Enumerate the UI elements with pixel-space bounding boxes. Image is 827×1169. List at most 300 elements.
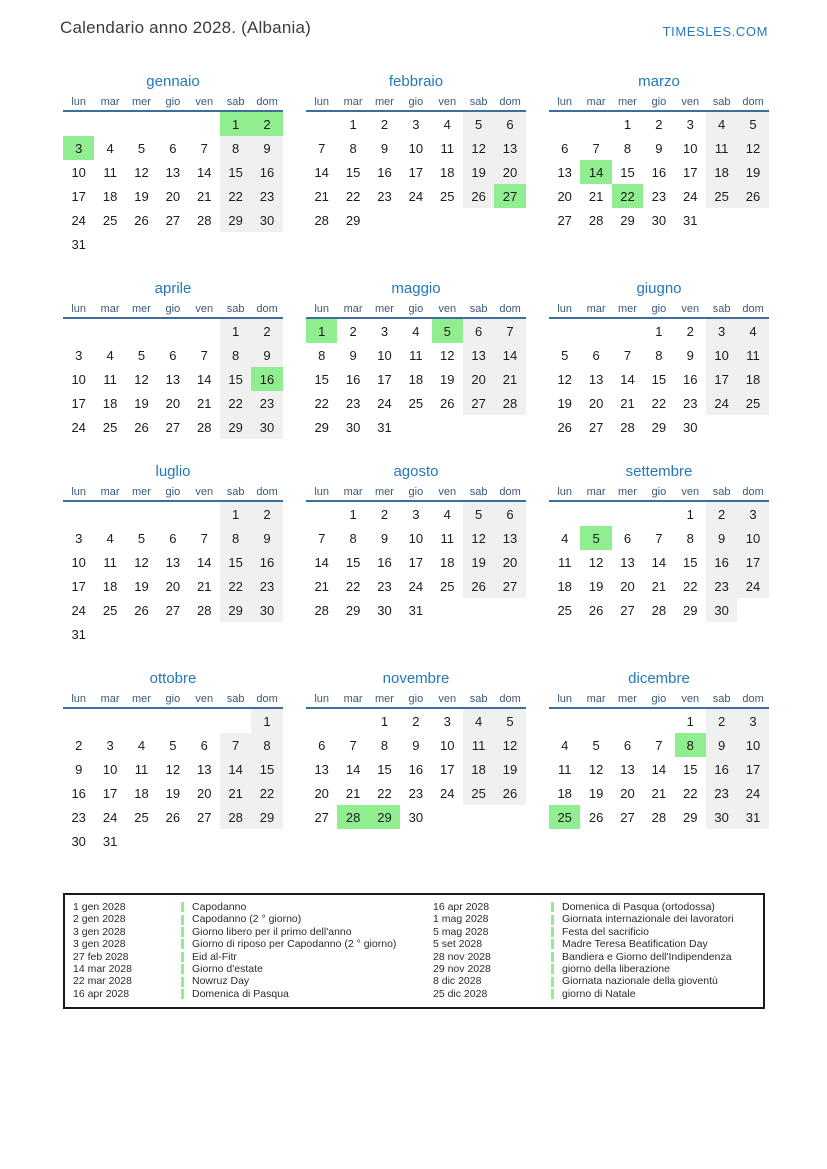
day-cell: 7	[318, 140, 326, 156]
day-cell: 31	[71, 236, 86, 252]
day-cell: 17	[102, 785, 118, 801]
weekday-header	[306, 96, 526, 112]
holiday-date: 3 gen 2028	[73, 925, 126, 938]
holiday-name: Festa del sacrificio	[562, 925, 649, 938]
day-cell	[369, 208, 400, 232]
day-cell: 3	[706, 319, 737, 343]
day-cell	[126, 319, 157, 343]
weekday-label: ven	[195, 96, 214, 108]
day-cell	[220, 232, 251, 256]
day-cell	[189, 232, 220, 256]
day-cell	[126, 112, 157, 136]
day-cell: 26	[134, 602, 149, 618]
day-cell: 25	[408, 395, 424, 411]
day-cell: 22	[220, 574, 251, 598]
weekday-label: mar	[586, 693, 606, 705]
day-cell: 14	[314, 554, 329, 570]
month-title: novembre	[382, 670, 450, 687]
holiday-name: Eid al-Fitr	[192, 950, 237, 963]
holiday-name: Giornata internazionale dei lavoratori	[562, 913, 734, 926]
day-cell: 27	[588, 419, 604, 435]
week-row	[63, 112, 283, 136]
day-cell	[63, 319, 94, 343]
week-row	[306, 781, 526, 805]
week-row	[549, 112, 769, 136]
month-agosto	[306, 463, 526, 622]
day-cell: 31	[71, 626, 86, 642]
day-cell	[157, 319, 188, 343]
weekday-label: sab	[469, 303, 488, 315]
day-cell: 7	[623, 347, 632, 363]
day-cell: 6	[494, 112, 525, 136]
day-cell: 10	[408, 530, 424, 546]
day-cell	[432, 805, 463, 829]
week-row	[549, 343, 769, 367]
day-cell: 11	[134, 761, 149, 777]
day-cell: 17	[377, 371, 392, 387]
day-cell	[94, 709, 125, 733]
day-cell: 15	[377, 761, 392, 777]
holiday-name: Nowruz Day	[192, 975, 250, 988]
day-cell: 6	[592, 347, 600, 363]
day-cell: 29	[683, 809, 698, 825]
week-row	[306, 502, 526, 526]
day-cell: 4	[737, 319, 768, 343]
month-title: gennaio	[146, 73, 200, 90]
day-cell: 4	[561, 530, 569, 546]
week-row	[549, 184, 769, 208]
holiday-name: Domenica di Pasqua (ortodossa)	[562, 901, 715, 913]
month-title: maggio	[391, 280, 441, 297]
day-cell: 8	[318, 347, 326, 363]
holiday-entry	[551, 926, 755, 938]
day-cell: 10	[737, 733, 768, 757]
day-cell: 26	[588, 809, 604, 825]
week-row	[549, 598, 769, 622]
day-cell: 12	[463, 136, 494, 160]
week-row	[63, 319, 283, 343]
holiday-marker-bar	[551, 939, 554, 949]
holiday-entry	[181, 938, 433, 950]
day-cell	[643, 709, 674, 733]
day-cell: 9	[412, 737, 420, 753]
day-cell: 17	[408, 164, 424, 180]
week-row	[549, 415, 769, 439]
day-cell: 19	[588, 578, 604, 594]
day-cell: 25	[102, 212, 118, 228]
weekday-label: ven	[681, 96, 700, 108]
day-cell: 22	[345, 188, 361, 204]
day-cell: 16	[251, 367, 282, 391]
day-cell: 24	[408, 578, 424, 594]
day-cell: 13	[314, 761, 329, 777]
week-row	[549, 208, 769, 232]
day-cell: 16	[251, 160, 282, 184]
day-cell: 18	[737, 367, 768, 391]
day-cell: 5	[494, 709, 525, 733]
holiday-date: 5 mag 2028	[433, 925, 489, 938]
day-cell	[494, 208, 525, 232]
day-cell: 11	[409, 347, 423, 363]
holiday-legend	[63, 893, 765, 1009]
month-settembre	[549, 463, 769, 622]
day-cell: 17	[706, 367, 737, 391]
day-cell	[612, 709, 643, 733]
week-row	[306, 550, 526, 574]
page-title: Calendario anno 2028. (Albania)	[60, 18, 311, 37]
holiday-date: 2 gen 2028	[73, 913, 126, 926]
month-title: giugno	[636, 280, 682, 297]
day-cell: 16	[706, 757, 737, 781]
day-cell: 22	[251, 781, 282, 805]
day-cell: 2	[686, 323, 694, 339]
day-cell: 20	[494, 550, 525, 574]
weekday-label: sab	[226, 486, 245, 498]
day-cell: 17	[71, 578, 86, 594]
week-row	[306, 415, 526, 439]
day-cell	[737, 208, 768, 232]
day-cell: 14	[620, 371, 635, 387]
day-cell: 19	[588, 785, 604, 801]
day-cell	[220, 829, 251, 853]
day-cell	[580, 709, 611, 733]
holiday-date: 27 feb 2028	[73, 950, 129, 963]
day-cell: 28	[197, 419, 212, 435]
weekday-label: dom	[256, 96, 278, 108]
day-cell: 21	[651, 785, 667, 801]
day-cell: 26	[494, 781, 525, 805]
day-cell: 26	[737, 184, 768, 208]
weekday-label: mar	[100, 96, 120, 108]
weekday-label: mar	[586, 96, 606, 108]
day-cell: 15	[314, 371, 329, 387]
day-cell: 24	[683, 188, 698, 204]
holiday-date: 16 apr 2028	[433, 901, 490, 913]
day-cell: 12	[588, 554, 604, 570]
day-cell: 7	[349, 737, 357, 753]
holiday-marker-bar	[181, 964, 184, 974]
weekday-label: sab	[712, 693, 731, 705]
holiday-entry	[181, 963, 433, 975]
weekday-label: lun	[314, 486, 330, 498]
weekday-header	[549, 96, 769, 112]
day-cell: 6	[318, 737, 326, 753]
week-row	[63, 160, 283, 184]
day-cell: 26	[134, 212, 149, 228]
day-cell: 4	[106, 347, 114, 363]
day-cell: 30	[345, 419, 361, 435]
day-cell: 2	[706, 502, 737, 526]
day-cell: 15	[345, 164, 361, 180]
day-cell: 9	[686, 347, 694, 363]
weekday-label: dom	[499, 486, 521, 498]
week-row	[549, 757, 769, 781]
week-row	[549, 733, 769, 757]
weekday-label: gio	[165, 486, 181, 498]
holiday-date: 5 set 2028	[433, 938, 483, 951]
day-cell: 28	[651, 602, 667, 618]
day-cell: 18	[440, 164, 455, 180]
day-cell	[737, 415, 768, 439]
week-row	[63, 208, 283, 232]
day-cell: 24	[71, 419, 86, 435]
day-cell: 25	[557, 602, 572, 618]
day-cell: 18	[557, 578, 572, 594]
day-cell	[463, 415, 494, 439]
day-cell: 15	[220, 367, 251, 391]
weekday-header	[549, 693, 769, 709]
holiday-marker-bar	[181, 915, 184, 925]
weekday-label: lun	[557, 303, 573, 315]
day-cell: 25	[440, 578, 455, 594]
day-cell: 21	[314, 188, 329, 204]
day-cell	[643, 502, 674, 526]
day-cell: 13	[494, 526, 525, 550]
week-row	[63, 733, 283, 757]
day-cell: 19	[165, 785, 181, 801]
day-cell: 27	[620, 602, 635, 618]
weekday-label: mer	[375, 96, 394, 108]
day-cell: 5	[432, 319, 463, 343]
week-row	[549, 160, 769, 184]
week-row	[549, 550, 769, 574]
day-cell: 23	[251, 184, 282, 208]
day-cell: 9	[349, 347, 357, 363]
day-cell	[157, 232, 188, 256]
week-row	[63, 550, 283, 574]
day-cell: 24	[71, 602, 86, 618]
day-cell: 10	[408, 140, 424, 156]
day-cell	[549, 319, 580, 343]
day-cell	[494, 598, 525, 622]
week-row	[549, 805, 769, 829]
day-cell: 29	[220, 208, 251, 232]
day-cell	[63, 112, 94, 136]
day-cell: 1	[380, 713, 389, 729]
month-maggio	[306, 280, 526, 439]
day-cell: 8	[220, 343, 251, 367]
day-cell: 16	[377, 554, 392, 570]
month-dicembre	[549, 670, 769, 829]
day-cell: 22	[683, 578, 698, 594]
day-cell: 1	[349, 116, 357, 132]
weekday-label: mar	[343, 303, 363, 315]
week-row	[63, 757, 283, 781]
day-cell: 10	[737, 526, 768, 550]
day-cell: 19	[134, 188, 149, 204]
day-cell: 4	[561, 737, 569, 753]
weekday-label: ven	[438, 693, 457, 705]
day-cell	[549, 709, 580, 733]
holiday-entry	[181, 988, 433, 1000]
day-cell: 10	[440, 737, 455, 753]
day-cell: 9	[706, 526, 737, 550]
day-cell: 24	[706, 391, 737, 415]
day-cell: 18	[102, 395, 118, 411]
day-cell: 3	[412, 506, 420, 522]
day-cell	[189, 829, 220, 853]
day-cell	[220, 622, 251, 646]
holiday-name: Giorno d'estate	[192, 963, 263, 976]
weekday-label: sab	[226, 303, 245, 315]
day-cell	[549, 502, 580, 526]
weekday-label: lun	[314, 693, 330, 705]
week-row	[306, 136, 526, 160]
week-row	[63, 343, 283, 367]
day-cell	[126, 502, 157, 526]
day-cell	[220, 709, 251, 733]
day-cell: 23	[71, 809, 86, 825]
day-cell: 28	[197, 212, 212, 228]
day-cell: 25	[102, 602, 118, 618]
day-cell: 10	[706, 343, 737, 367]
month-title: luglio	[155, 463, 191, 480]
month-gennaio	[63, 73, 283, 256]
week-row	[63, 136, 283, 160]
weekday-label: mer	[132, 693, 151, 705]
day-cell	[612, 319, 643, 343]
day-cell: 15	[345, 554, 361, 570]
day-cell: 2	[380, 506, 389, 522]
day-cell: 9	[251, 343, 282, 367]
day-cell: 6	[623, 737, 632, 753]
holiday-legend-grid	[73, 901, 755, 1000]
day-cell: 25	[549, 805, 580, 829]
day-cell: 30	[408, 809, 424, 825]
week-row	[549, 367, 769, 391]
day-cell	[549, 112, 580, 136]
day-cell: 5	[137, 347, 146, 363]
day-cell: 5	[737, 112, 768, 136]
day-cell: 27	[165, 602, 181, 618]
weekday-label: mer	[132, 96, 151, 108]
day-cell: 22	[220, 391, 251, 415]
day-cell: 10	[71, 371, 86, 387]
day-cell	[306, 709, 337, 733]
week-row	[549, 526, 769, 550]
weekday-header	[306, 303, 526, 319]
weekday-label: mar	[100, 693, 120, 705]
day-cell: 25	[134, 809, 149, 825]
holiday-marker-bar	[551, 902, 554, 912]
week-row	[63, 502, 283, 526]
day-cell	[94, 232, 125, 256]
day-cell: 12	[134, 554, 149, 570]
day-cell: 19	[494, 757, 525, 781]
day-cell: 9	[251, 136, 282, 160]
day-cell: 13	[165, 164, 181, 180]
day-cell: 7	[200, 530, 208, 546]
day-cell: 16	[251, 550, 282, 574]
day-cell: 21	[197, 188, 212, 204]
day-cell: 4	[443, 506, 451, 522]
day-cell: 11	[557, 761, 572, 777]
day-cell: 2	[706, 709, 737, 733]
week-row	[63, 598, 283, 622]
weekday-label: gio	[165, 693, 181, 705]
holiday-marker-bar	[181, 977, 184, 987]
weekday-label: sab	[469, 693, 488, 705]
day-cell	[189, 319, 220, 343]
day-cell: 18	[557, 785, 572, 801]
day-cell	[306, 112, 337, 136]
day-cell: 7	[592, 140, 600, 156]
day-cell: 30	[71, 833, 86, 849]
day-cell	[251, 829, 282, 853]
day-cell: 1	[306, 319, 337, 343]
day-cell: 23	[251, 391, 282, 415]
brand-link[interactable]: TIMESLES.COM	[662, 24, 768, 39]
day-cell: 13	[620, 761, 635, 777]
weekday-label: dom	[742, 96, 764, 108]
week-row	[63, 805, 283, 829]
day-cell: 1	[655, 323, 663, 339]
day-cell	[706, 208, 737, 232]
day-cell: 7	[494, 319, 525, 343]
day-cell: 6	[463, 319, 494, 343]
day-cell: 17	[440, 761, 455, 777]
day-cell: 3	[63, 136, 94, 160]
holiday-entry	[551, 988, 755, 1000]
day-cell: 28	[620, 419, 635, 435]
day-cell: 8	[623, 140, 632, 156]
day-cell: 2	[380, 116, 389, 132]
day-cell: 7	[220, 733, 251, 757]
weekday-label: mar	[100, 303, 120, 315]
day-cell	[94, 622, 125, 646]
day-cell: 8	[220, 136, 251, 160]
weekday-label: sab	[712, 303, 731, 315]
weekday-label: mar	[343, 693, 363, 705]
weekday-label: sab	[469, 486, 488, 498]
day-cell: 23	[251, 574, 282, 598]
weekday-label: ven	[438, 96, 457, 108]
day-cell: 9	[251, 526, 282, 550]
weekday-header	[63, 303, 283, 319]
day-cell: 1	[686, 506, 694, 522]
weekday-label: gio	[651, 693, 667, 705]
day-cell	[337, 709, 368, 733]
week-row	[306, 160, 526, 184]
day-cell: 29	[314, 419, 329, 435]
weekday-label: gio	[651, 96, 667, 108]
month-title: aprile	[154, 280, 192, 297]
day-cell: 15	[683, 554, 698, 570]
day-cell: 6	[200, 737, 208, 753]
day-cell	[580, 112, 611, 136]
week-row	[306, 526, 526, 550]
week-row	[306, 598, 526, 622]
day-cell: 11	[103, 371, 117, 387]
day-cell: 23	[683, 395, 698, 411]
holiday-entry	[181, 913, 433, 925]
day-cell: 3	[686, 116, 694, 132]
weekday-label: mer	[375, 486, 394, 498]
weekday-header	[63, 96, 283, 112]
day-cell: 7	[200, 140, 208, 156]
day-cell: 13	[494, 136, 525, 160]
day-cell: 22	[345, 578, 361, 594]
day-cell: 31	[737, 805, 768, 829]
week-row	[306, 319, 526, 343]
day-cell: 28	[651, 809, 667, 825]
day-cell: 9	[75, 761, 83, 777]
weekday-label: mer	[618, 96, 637, 108]
day-cell: 5	[137, 140, 146, 156]
holiday-marker-bar	[551, 977, 554, 987]
day-cell: 23	[408, 785, 424, 801]
day-cell: 24	[440, 785, 455, 801]
